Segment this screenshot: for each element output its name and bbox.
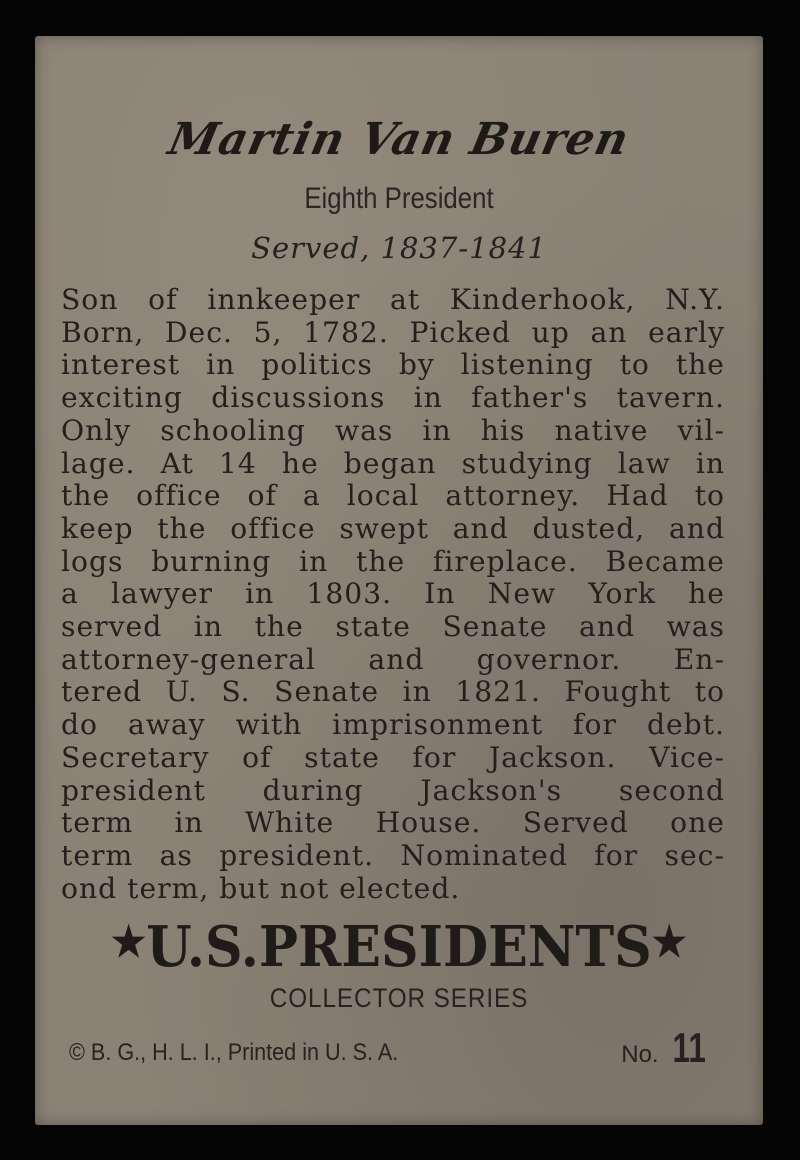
- card-number: [621, 1024, 711, 1072]
- bio-line: keep the office swept and dusted, and: [61, 511, 725, 545]
- bio-line: ond term, but not elected.: [61, 871, 461, 905]
- bio-line: logs burning in the fireplace. Became: [61, 544, 725, 578]
- bio-line: served in the state Senate and was: [61, 610, 725, 644]
- bio-line: Only schooling was in his native vil-: [61, 413, 725, 447]
- series-title: [60, 914, 737, 980]
- bio-line: term in White House. Served one: [61, 806, 725, 840]
- term-served: Served, 1837-1841: [251, 231, 547, 265]
- bio-line: the office of a local attorney. Had to: [61, 479, 725, 513]
- bio-line: do away with imprisonment for debt.: [61, 708, 725, 742]
- trading-card-back: [35, 36, 763, 1125]
- bio-line: tered U. S. Senate in 1821. Fought to: [61, 675, 725, 709]
- bio-line: attorney-general and governor. En-: [61, 642, 725, 676]
- series-title-text: U.S.PRESIDENTS: [146, 914, 652, 980]
- collector-series-label: COLLECTOR SERIES: [269, 983, 529, 1013]
- bio-line: interest in politics by listening to the: [61, 348, 725, 382]
- bio-line: exciting discussions in father's tavern.: [61, 381, 725, 415]
- bio-line: lage. At 14 he began studying law in: [61, 446, 725, 480]
- biography-text: [61, 284, 725, 905]
- star-icon: ★: [111, 917, 147, 966]
- bio-line: Son of innkeeper at Kinderhook, N.Y.: [61, 283, 725, 316]
- card-number-label: No.: [621, 1041, 659, 1068]
- star-icon: ★: [651, 917, 687, 966]
- president-signature: Martin Van Buren: [164, 114, 634, 165]
- card-number-value: 11: [672, 1024, 706, 1071]
- bio-line: president during Jackson's second: [61, 773, 725, 807]
- copyright-notice: © B. G., H. L. I., Printed in U. S. A.: [69, 1039, 399, 1066]
- bio-line: Secretary of state for Jackson. Vice-: [61, 740, 725, 774]
- bio-line: Born, Dec. 5, 1782. Picked up an early: [61, 315, 725, 349]
- bio-line: a lawyer in 1803. In New York he: [61, 577, 725, 611]
- bio-line: term as president. Nominated for sec-: [61, 838, 725, 872]
- president-ordinal: Eighth President: [304, 182, 494, 215]
